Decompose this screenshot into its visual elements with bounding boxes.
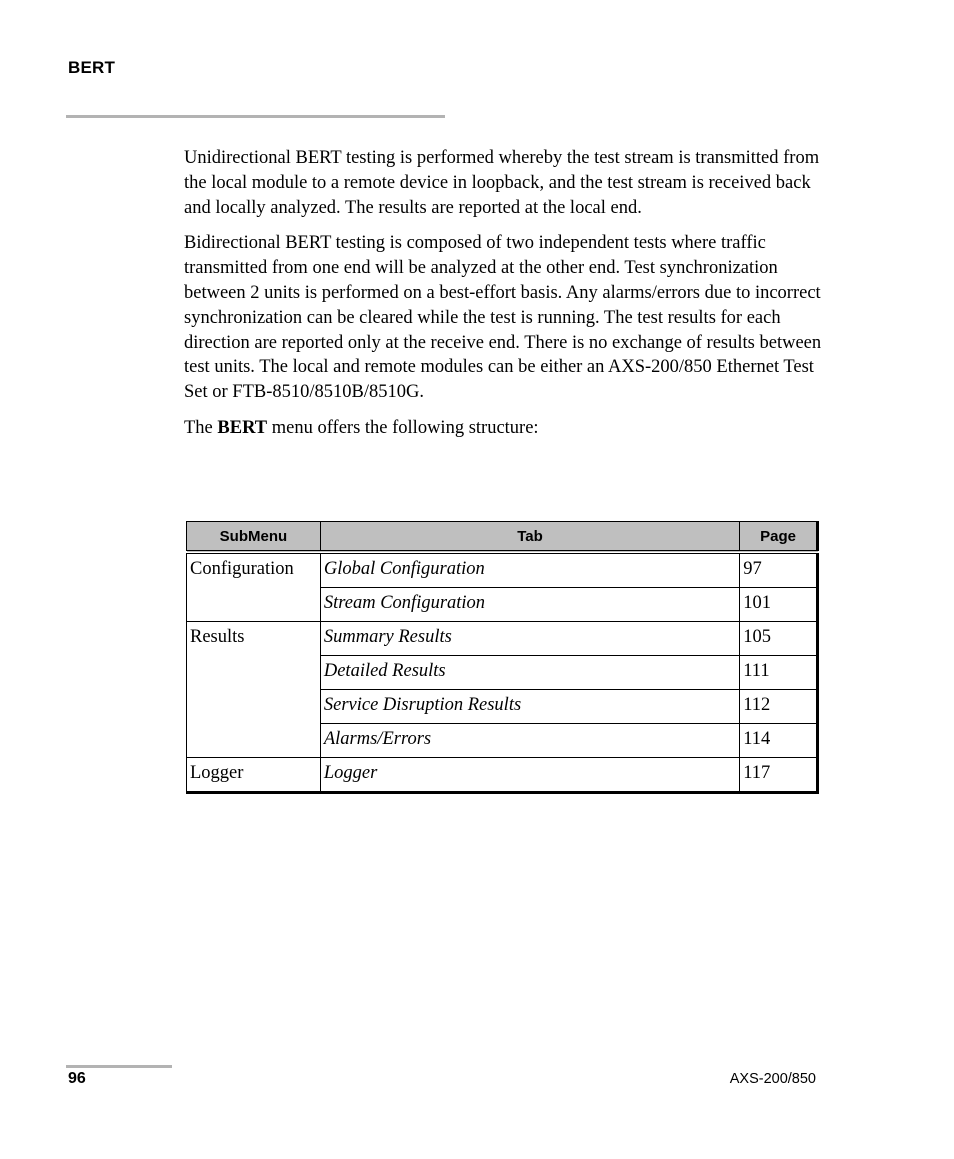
page-number: 96 [68,1070,86,1087]
tab-cell: Global Configuration [320,552,739,588]
table-row [187,552,818,588]
submenu-cell: Logger [187,758,321,793]
submenu-cell: Configuration [187,552,321,622]
page-cell: 111 [740,656,818,690]
page-cell: 112 [740,690,818,724]
tab-cell: Alarms/Errors [320,724,739,758]
page-cell: 105 [740,622,818,656]
paragraph-unidirectional: Unidirectional BERT testing is performed whereby the test stream is transmitted from the local module to a remote device in loopback, and the test stream is received back and locally analyzed. The results are reported at the local end. [184,148,820,218]
table-row [187,758,818,793]
intro-bert-bold: BERT [217,417,268,438]
body-text [184,146,824,452]
tab-cell: Service Disruption Results [320,690,739,724]
page-cell: 97 [740,552,818,588]
bert-menu-table [186,521,819,794]
header-rule [66,115,445,118]
table-header-row [187,522,818,553]
tab-cell: Summary Results [320,622,739,656]
submenu-cell: Results [187,622,321,758]
table-row [187,622,818,656]
footer-rule [66,1065,172,1068]
paragraph-menu-intro [184,416,824,441]
intro-suffix: menu offers the following structure: [267,417,539,438]
tab-cell: Detailed Results [320,656,739,690]
tab-cell: Logger [320,758,739,793]
page-cell: 114 [740,724,818,758]
paragraph-bidirectional: Bidirectional BERT testing is composed of two independent tests where traffic transmitted from one end will be analyzed at the other end. Test synchronization between 2 units is performed on a best-effort basis. Any alarms/errors due to incorrect synchronization can be cleared while the test is running. The test results for each direction are reported only at the receive end. There is no exchange of results between test units. The local and remote modules can be either an AXS-200/850 Ethernet Test Set or FTB-8510/8510B/8510G. [184,233,822,403]
header-submenu: SubMenu [187,522,321,553]
page-cell: 117 [740,758,818,793]
intro-prefix: The [184,417,218,438]
tab-cell: Stream Configuration [320,588,739,622]
header-page: Page [740,522,818,553]
section-title: BERT [68,58,116,77]
page-cell: 101 [740,588,818,622]
header-tab: Tab [320,522,739,553]
product-name: AXS-200/850 [729,1071,816,1087]
